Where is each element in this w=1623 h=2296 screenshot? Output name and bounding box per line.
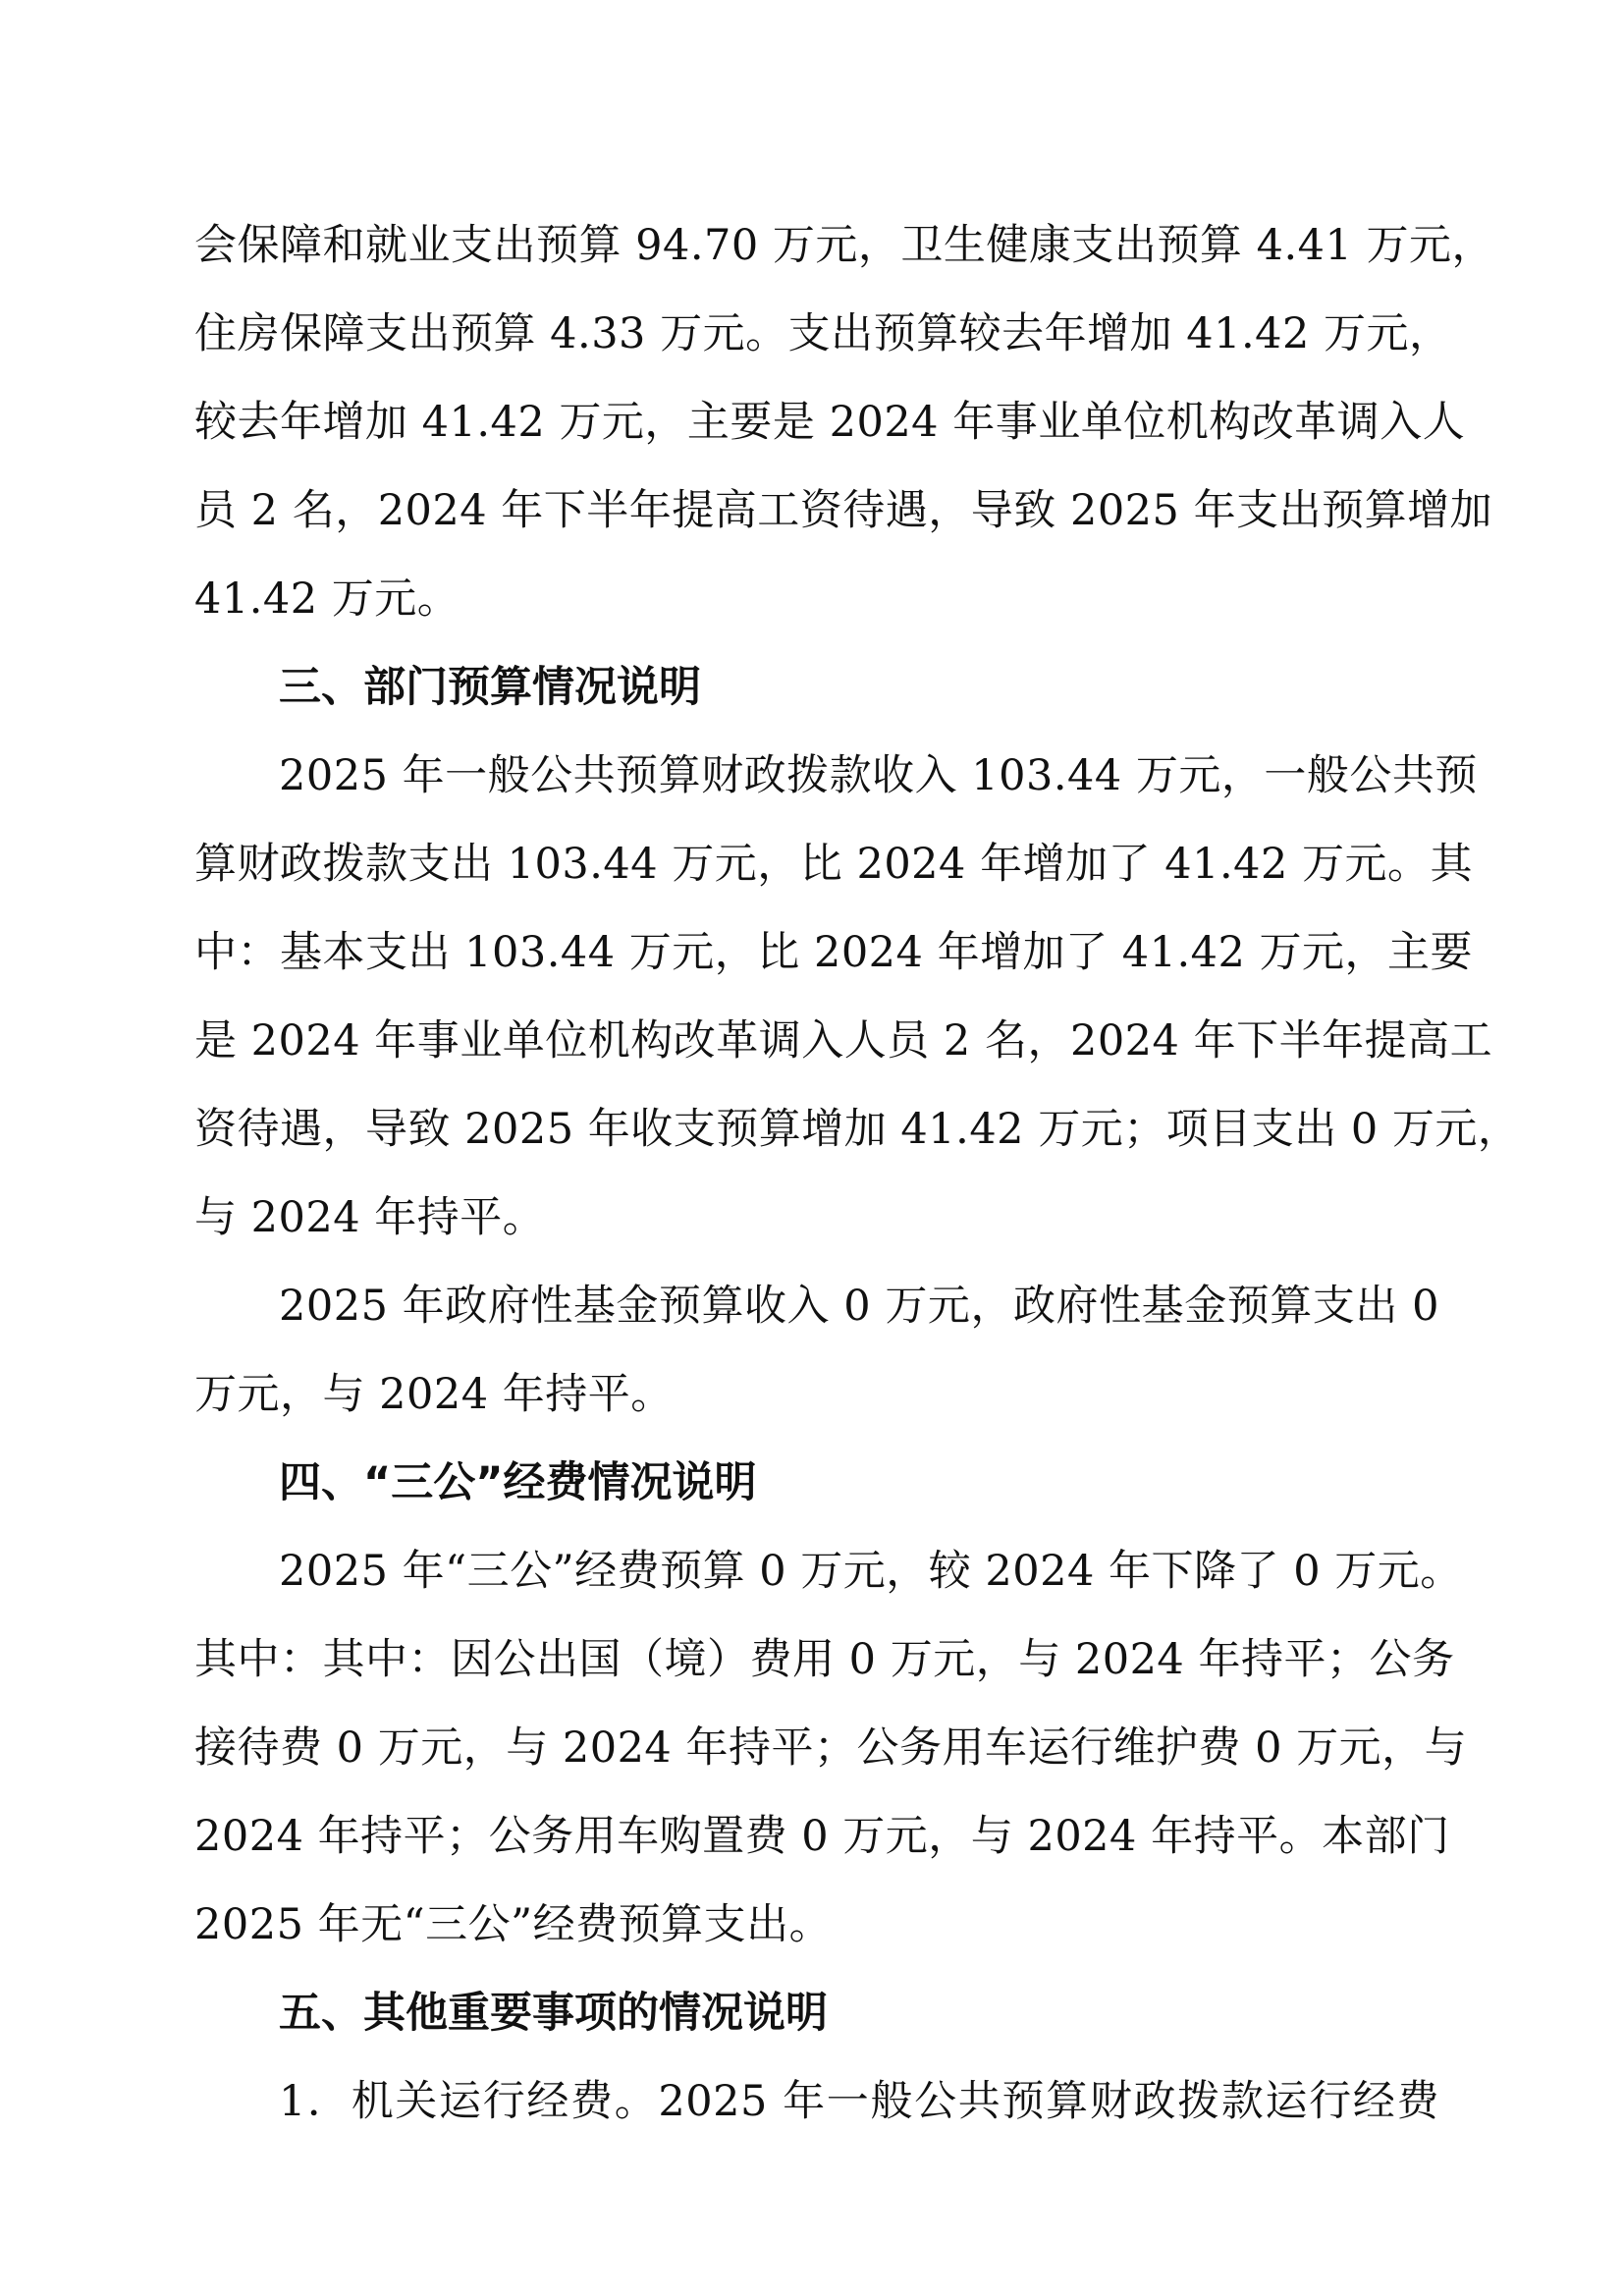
text-line: 2025 年无“三公”经费预算支出。	[194, 1900, 833, 1949]
paragraph-social-security	[194, 201, 1495, 643]
section-heading-five: 五、其他重要事项的情况说明	[279, 1989, 828, 2038]
paragraph-government-fund	[194, 1262, 1439, 1439]
text-line: 万元，与 2024 年持平。	[194, 1370, 674, 1419]
text-line: 2025 年“三公”经费预算 0 万元，较 2024 年下降了 0 万元。	[279, 1547, 1463, 1596]
section-heading-three: 三、部门预算情况说明	[279, 663, 701, 712]
paragraph-general-budget	[194, 732, 1521, 1262]
text-line: 其中：其中：因公出国（境）费用 0 万元，与 2024 年持平；公务	[194, 1635, 1455, 1684]
text-line: 是 2024 年事业单位机构改革调入人员 2 名，2024 年下半年提高工	[194, 1016, 1493, 1066]
text-line: 2025 年一般公共预算财政拨款收入 103.44 万元，一般公共预	[279, 751, 1478, 800]
text-line: 中：基本支出 103.44 万元，比 2024 年增加了 41.42 万元，主要	[194, 928, 1474, 977]
section-heading-four: 四、“三公”经费情况说明	[279, 1458, 757, 1507]
document-page	[194, 201, 1521, 2146]
text-line: 接待费 0 万元，与 2024 年持平；公务用车运行维护费 0 万元，与	[194, 1723, 1468, 1773]
text-line: 算财政拨款支出 103.44 万元，比 2024 年增加了 41.42 万元。其	[194, 840, 1474, 889]
text-line: 资待遇，导致 2025 年收支预算增加 41.42 万元；项目支出 0 万元，	[194, 1105, 1521, 1154]
paragraph-three-public-expenses	[194, 1527, 1468, 1969]
text-line: 住房保障支出预算 4.33 万元。支出预算较去年增加 41.42 万元，	[194, 309, 1452, 358]
text-line: 会保障和就业支出预算 94.70 万元，卫生健康支出预算 4.41 万元，	[194, 221, 1495, 270]
paragraph-operating-expenses	[194, 2057, 1439, 2146]
text-line: 41.42 万元。	[194, 574, 460, 624]
text-line: 较去年增加 41.42 万元，主要是 2024 年事业单位机构改革调入人	[194, 398, 1466, 447]
text-line: 2025 年政府性基金预算收入 0 万元，政府性基金预算支出 0	[279, 1282, 1439, 1331]
text-line: 员 2 名，2024 年下半年提高工资待遇，导致 2025 年支出预算增加	[194, 486, 1493, 535]
text-line: 2024 年持平；公务用车购置费 0 万元，与 2024 年持平。本部门	[194, 1812, 1450, 1861]
text-line: 1．机关运行经费。2025 年一般公共预算财政拨款运行经费	[279, 2077, 1439, 2126]
text-line: 与 2024 年持平。	[194, 1193, 546, 1242]
